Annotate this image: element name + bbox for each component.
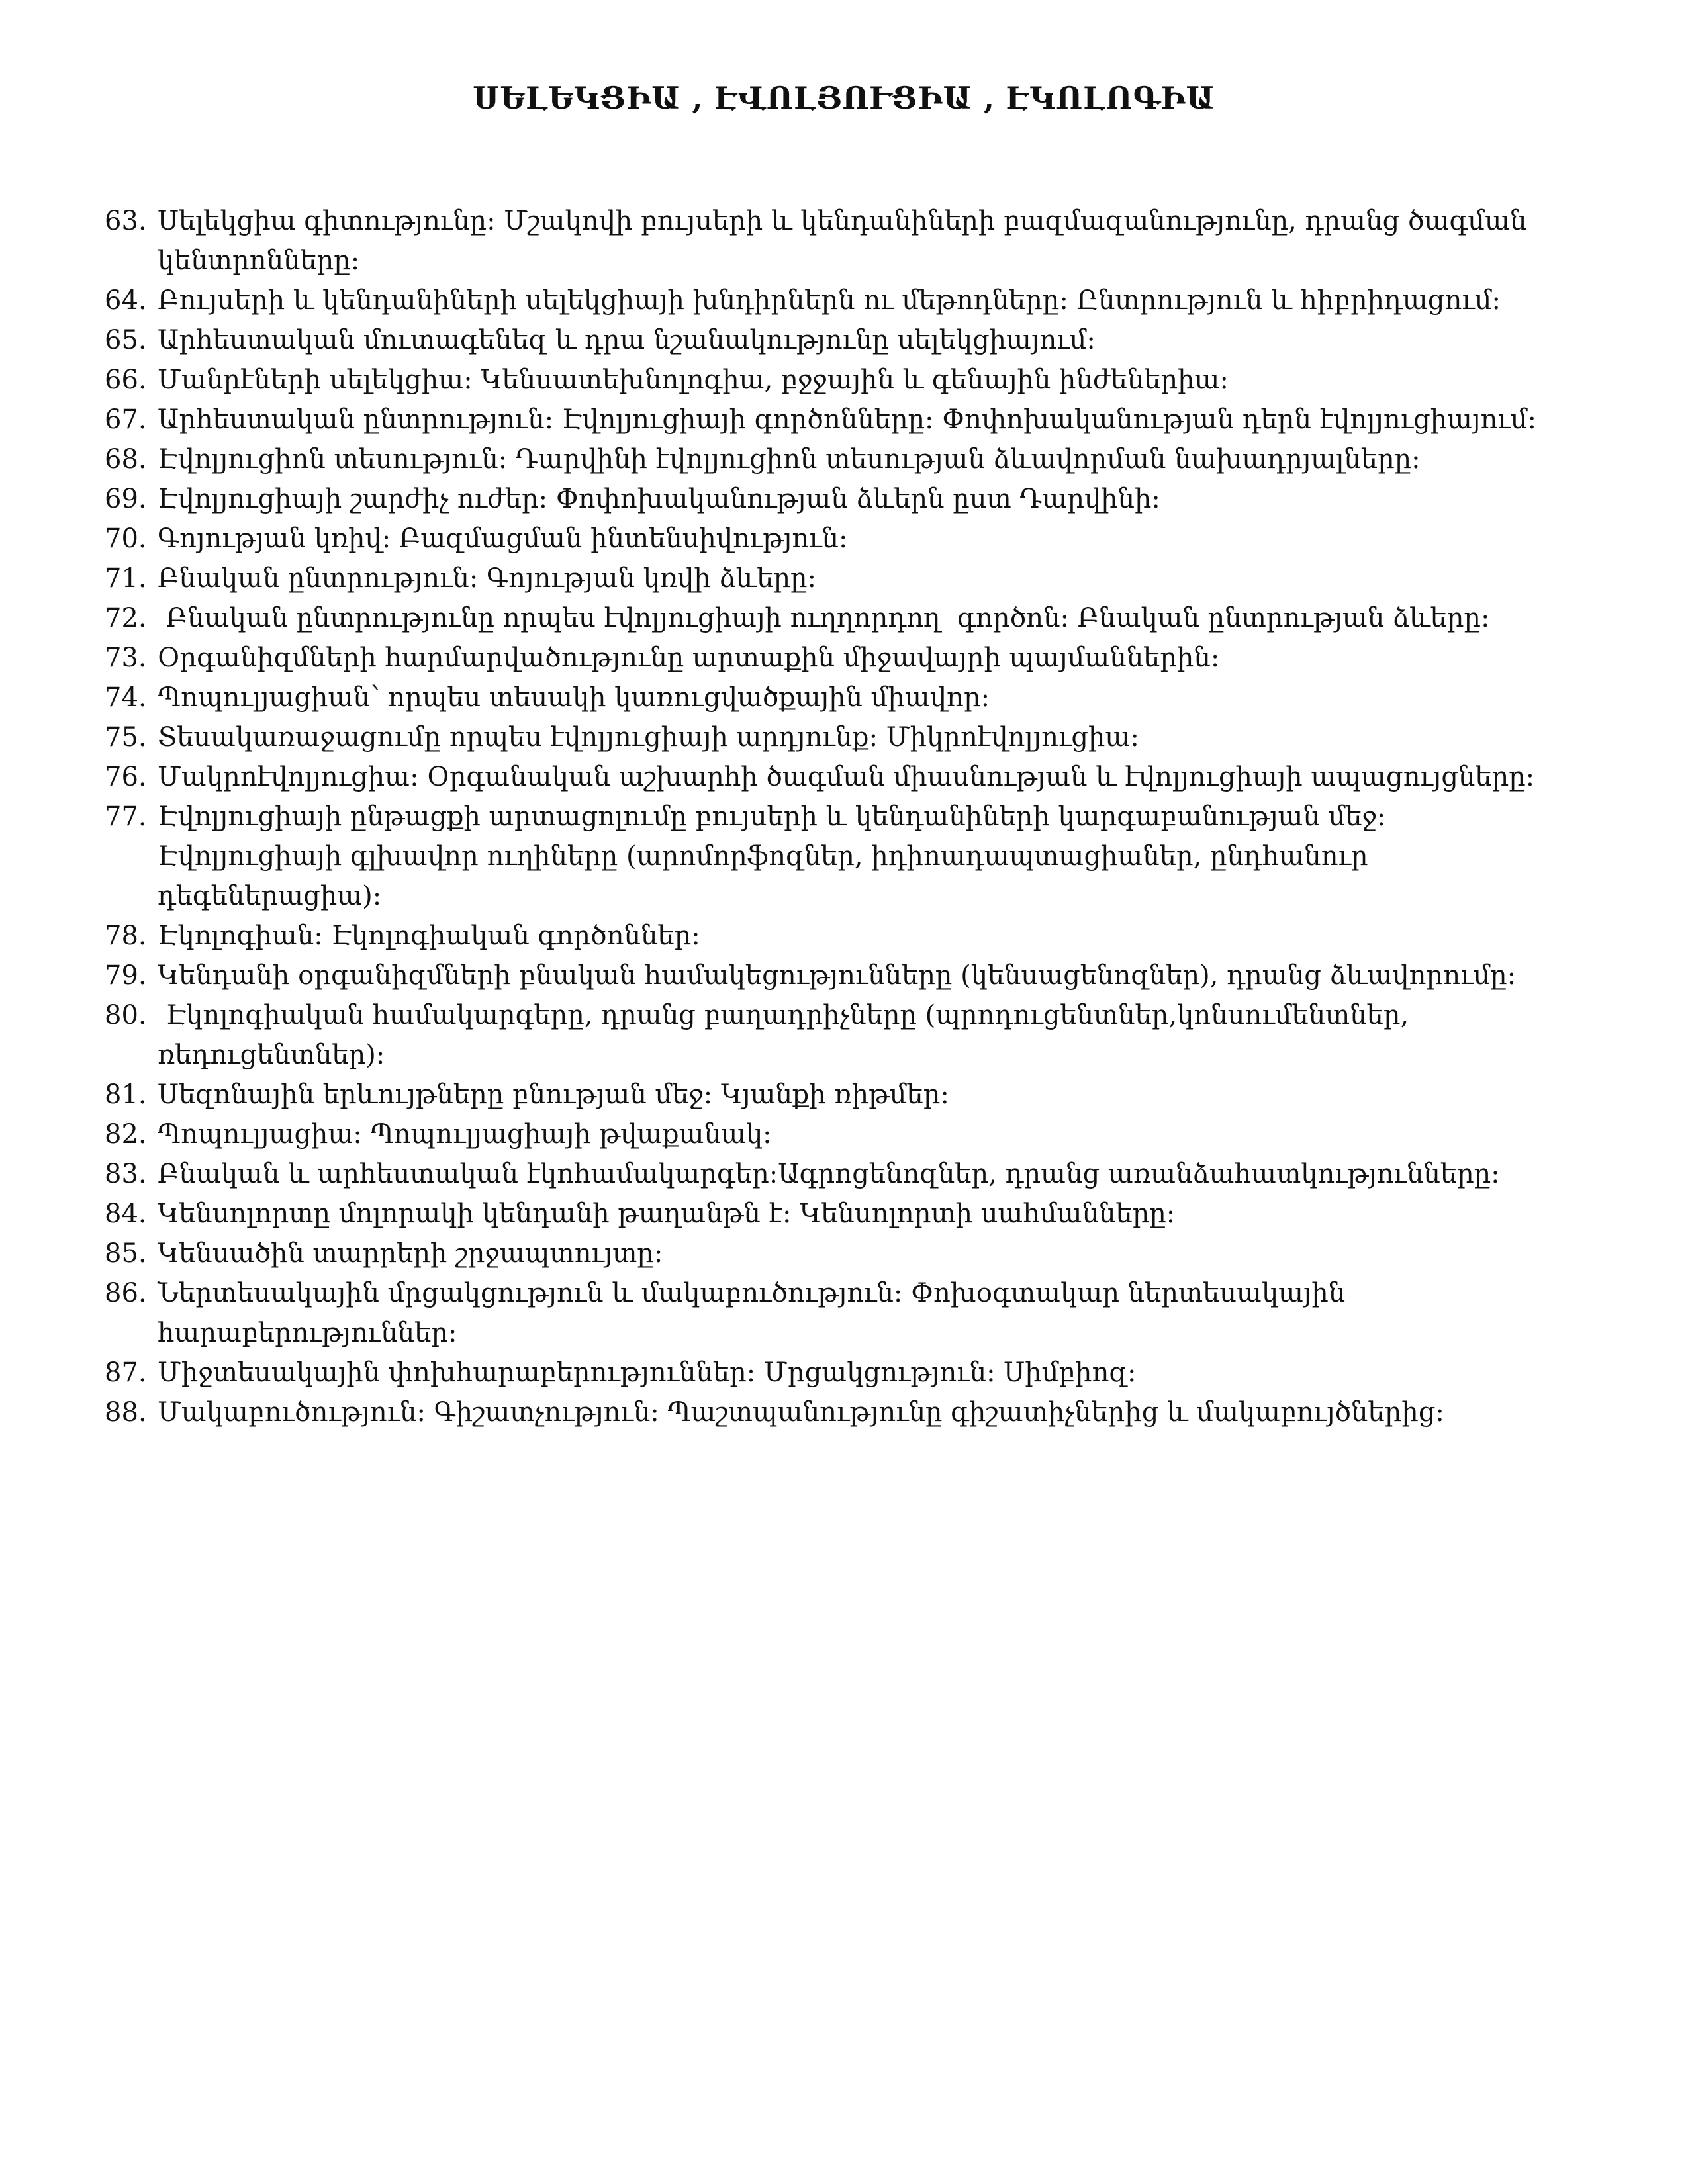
- item-number: 87.: [105, 1357, 147, 1388]
- item-text: Բույսերի և կենդանիների սելեկցիայի խնդիրներն ու մեթոդները: Ընտրություն և հիբրիդացում:: [158, 285, 1501, 316]
- item-number: 75.: [105, 722, 147, 752]
- item-text: Ներտեսակային մրցակցություն և մակաբուծություն: Փոխօգտակար ներտեսակային հարաբերություններ:: [158, 1278, 1354, 1348]
- list-item: [105, 916, 1554, 956]
- item-number: 70.: [105, 523, 147, 554]
- item-number: 71.: [105, 563, 147, 594]
- list-item: [105, 519, 1554, 559]
- list-item: [105, 1273, 1554, 1353]
- list-item: [105, 439, 1554, 479]
- list-item: [105, 638, 1554, 678]
- item-text: Բնական ընտրություն: Գոյության կռվի ձևերը:: [158, 563, 816, 594]
- item-text: Բնական և արհեստական էկոհամակարգեր:Ագրոցենոզներ, դրանց առանձահատկությունները:: [158, 1159, 1500, 1189]
- list-item: [105, 1115, 1554, 1154]
- item-number: 68.: [105, 444, 147, 475]
- item-number: 74.: [105, 682, 147, 713]
- list-item: [105, 559, 1554, 598]
- item-number: 64.: [105, 285, 147, 316]
- item-number: 83.: [105, 1159, 147, 1189]
- item-number: 86.: [105, 1278, 147, 1308]
- list-item: [105, 995, 1554, 1075]
- item-number: 67.: [105, 404, 147, 435]
- list-item: [105, 479, 1554, 519]
- list-item: [105, 281, 1554, 320]
- list-item: [105, 678, 1554, 717]
- item-number: 84.: [105, 1199, 147, 1229]
- list-item: [105, 1353, 1554, 1392]
- item-number: 81.: [105, 1079, 147, 1110]
- item-number: 77.: [105, 801, 147, 832]
- list-item: [105, 1234, 1554, 1273]
- list-item: [105, 797, 1554, 916]
- item-text: Սելեկցիա գիտությունը: Մշակովի բույսերի և կենդանիների բազմազանությունը, դրանց ծագման կենտրոնները:: [158, 206, 1536, 276]
- list-item: [105, 717, 1554, 757]
- item-text: Էկոլոգիական համակարգերը, դրանց բաղադրիչները (պրոդուցենտներ,կոնսումենտներ, ռեդուցենտներ):: [158, 1000, 1417, 1070]
- item-text: Կենսոլորտը մոլորակի կենդանի թաղանթն է: Կենսոլորտի սահմանները:: [158, 1199, 1176, 1229]
- item-text: Էվոլյուցիայի ընթացքի արտացոլումը բույսերի և կենդանիների կարգաբանության մեջ: Էվոլյուցիայի գլխավոր ուղիները (արոմորֆոզներ, իդիոադապտացիաներ, ընդհանուր դեգեներացիա):: [158, 801, 1395, 911]
- item-number: 88.: [105, 1397, 147, 1428]
- item-number: 78.: [105, 921, 147, 951]
- item-text: Արհեստական ընտրություն: Էվոլյուցիայի գործոնները: Փոփոխականության դերն էվոլյուցիայում:: [158, 404, 1536, 435]
- item-number: 79.: [105, 960, 147, 991]
- list-item: [105, 201, 1554, 281]
- item-text: Մանրէների սելեկցիա: Կենսատեխնոլոգիա, բջջային և գենային ինժեներիա:: [158, 365, 1229, 395]
- item-text: Մակրոէվոլյուցիա: Օրգանական աշխարհի ծագման միասնության և էվոլյուցիայի ապացույցները:: [158, 762, 1535, 792]
- item-text: Էվոլյուցիոն տեսություն: Դարվինի էվոլյուցիոն տեսության ձևավորման նախադրյալները:: [158, 444, 1421, 475]
- item-text: Մակաբուծություն: Գիշատչություն: Պաշտպանությունը գիշատիչներից և մակաբույծներից:: [158, 1397, 1444, 1428]
- document-title: ՍԵԼԵԿՑԻԱ , ԷՎՈԼՅՈՒՑԻԱ , ԷԿՈԼՈԳԻԱ: [473, 80, 1215, 116]
- item-text: Գոյության կռիվ: Բազմացման ինտենսիվություն:: [158, 523, 848, 554]
- item-text: Էվոլյուցիայի շարժիչ ուժեր: Փոփոխականության ձևերն ըստ Դարվինի:: [158, 484, 1160, 514]
- topic-list: [105, 201, 1554, 1432]
- item-text: Տեսակառաջացումը որպես էվոլյուցիայի արդյունք: Միկրոէվոլյուցիա:: [158, 722, 1139, 752]
- item-number: 73.: [105, 643, 147, 673]
- list-item: [105, 1194, 1554, 1234]
- item-text: Բնական ընտրությունը որպես էվոլյուցիայի ուղղորդող գործոն: Բնական ընտրության ձևերը:: [158, 603, 1490, 633]
- list-item: [105, 320, 1554, 360]
- item-text: Օրգանիզմների հարմարվածությունը արտաքին միջավայրի պայմաններին:: [158, 643, 1220, 673]
- item-text: Պոպուլյացիա: Պոպուլյացիայի թվաքանակ:: [158, 1119, 772, 1150]
- item-text: Պոպուլյացիան՝ որպես տեսակի կառուցվածքային միավոր:: [158, 682, 990, 713]
- list-item: [105, 400, 1554, 439]
- item-number: 82.: [105, 1119, 147, 1150]
- list-item: [105, 360, 1554, 400]
- list-item: [105, 1075, 1554, 1115]
- item-number: 69.: [105, 484, 147, 514]
- list-item: [105, 757, 1554, 797]
- list-item: [105, 1154, 1554, 1194]
- item-text: Սեզոնային երևույթները բնության մեջ: Կյանքի ռիթմեր:: [158, 1079, 949, 1110]
- item-text: Էկոլոգիան: Էկոլոգիական գործոններ:: [158, 921, 700, 951]
- item-number: 76.: [105, 762, 147, 792]
- list-item: [105, 956, 1554, 995]
- item-text: Միջտեսակային փոխհարաբերություններ: Մրցակցություն: Սիմբիոզ:: [158, 1357, 1137, 1388]
- item-number: 72.: [105, 603, 147, 633]
- list-item: [105, 1392, 1554, 1432]
- item-number: 66.: [105, 365, 147, 395]
- item-number: 63.: [105, 206, 147, 236]
- list-item: [105, 598, 1554, 638]
- item-number: 85.: [105, 1238, 147, 1269]
- item-number: 80.: [105, 1000, 147, 1030]
- item-text: Կենսածին տարրերի շրջապտույտը:: [158, 1238, 663, 1269]
- item-number: 65.: [105, 325, 147, 355]
- item-text: Կենդանի օրգանիզմների բնական համակեցությունները (կենսացենոզներ), դրանց ձևավորումը:: [158, 960, 1517, 991]
- item-text: Արհեստական մուտագենեզ և դրա նշանակությունը սելեկցիայում:: [158, 325, 1096, 355]
